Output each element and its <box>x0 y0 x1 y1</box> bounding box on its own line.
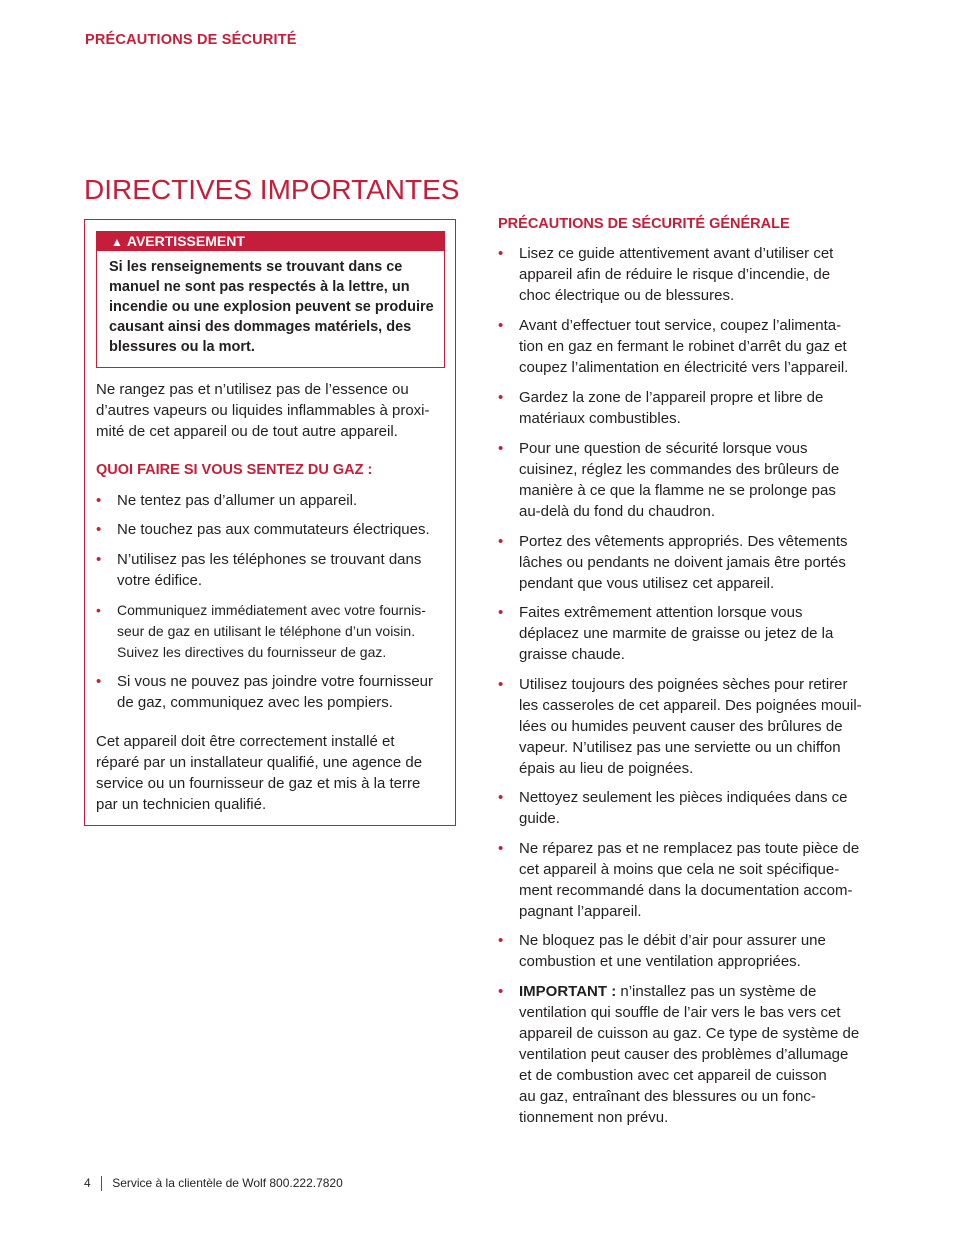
text-line: combustion et une ventilation appropriées. <box>519 953 801 970</box>
warning-line: manuel ne sont pas respectés à la lettre, un <box>109 279 410 295</box>
text-line: et de combustion avec cet appareil de cuisson <box>519 1067 827 1084</box>
bullet-icon: • <box>96 551 102 568</box>
text-line: cet appareil à moins que cela ne soit spécifique- <box>519 861 840 878</box>
closing-paragraph <box>96 731 422 815</box>
bullet-icon: • <box>498 604 504 621</box>
list-item <box>96 600 426 663</box>
bullet-icon: • <box>498 983 504 1000</box>
list-item <box>96 519 430 540</box>
text-line: au gaz, entraînant des blessures ou un fonc- <box>519 1088 816 1105</box>
warning-bar <box>97 232 444 251</box>
text-line: Ne réparez pas et ne remplacez pas toute pièce de <box>519 840 860 857</box>
safety-box <box>84 219 456 826</box>
bullet-icon: • <box>498 676 504 693</box>
list-item <box>96 490 357 511</box>
text-line: au-delà du fond du chaudron. <box>519 503 715 520</box>
text-line: Portez des vêtements appropriés. Des vêtements <box>519 533 848 550</box>
list-item <box>498 838 859 922</box>
list-item-important <box>498 981 859 1128</box>
warning-line: Si les renseignements se trouvant dans ce <box>109 259 403 275</box>
text-line: déplacez une marmite de graisse ou jetez de la <box>519 625 834 642</box>
list-item <box>498 930 826 972</box>
text-line: pagnant l’appareil. <box>519 903 642 920</box>
text-line: les casseroles de cet appareil. Des poignées mouil- <box>519 697 862 714</box>
text-line: Si vous ne pouvez pas joindre votre fournisseur <box>117 673 434 690</box>
section-header: PRÉCAUTIONS DE SÉCURITÉ <box>85 32 297 48</box>
gas-heading: QUOI FAIRE SI VOUS SENTEZ DU GAZ : <box>96 462 373 478</box>
text-line: cuisinez, réglez les commandes des brûleurs de <box>519 461 840 478</box>
footer <box>84 1176 343 1191</box>
text-line: Faites extrêmement attention lorsque vous <box>519 604 803 621</box>
text-line: appareil afin de réduire le risque d’incendie, de <box>519 266 831 283</box>
bullet-icon: • <box>498 245 504 262</box>
list-item <box>498 787 848 829</box>
warning-label: AVERTISSEMENT <box>126 233 245 249</box>
footer-divider <box>101 1176 103 1191</box>
bullet-icon: • <box>498 840 504 857</box>
warning-line: incendie ou une explosion peuvent se produire <box>109 299 434 315</box>
text-line: manière à ce que la flamme ne se prolonge pas <box>519 482 836 499</box>
text-line: matériaux combustibles. <box>519 410 681 427</box>
bullet-icon: • <box>498 440 504 457</box>
list-item <box>498 243 833 306</box>
text-line: Ne rangez pas et n’utilisez pas de l’essence ou <box>96 381 409 398</box>
text-line: appareil de cuisson au gaz. Ce type de système de <box>519 1025 860 1042</box>
bullet-icon: • <box>498 389 504 406</box>
text-line: vapeur. N’utilisez pas une serviette ou un chiffon <box>519 739 841 756</box>
text-line: Communiquez immédiatement avec votre fournis- <box>117 602 426 618</box>
page-number: 4 <box>84 1176 91 1190</box>
text-line: Ne touchez pas aux commutateurs électriques. <box>117 521 430 538</box>
list-item <box>498 531 848 594</box>
bullet-icon: • <box>498 533 504 550</box>
text-line: coupez l’alimentation en électricité vers l’appareil. <box>519 359 849 376</box>
bullet-icon: • <box>96 602 101 618</box>
text-line: lées ou humides peuvent causer des brûlures de <box>519 718 843 735</box>
text-line: réparé par un installateur qualifié, une agence de <box>96 754 423 771</box>
list-item <box>498 387 823 429</box>
warning-line: blessures ou la mort. <box>109 339 255 355</box>
list-item <box>498 602 833 665</box>
text-line: Ne bloquez pas le débit d’air pour assurer une <box>519 932 826 949</box>
text-line: ventilation peut causer des problèmes d’allumage <box>519 1046 849 1063</box>
bullet-icon: • <box>96 521 102 538</box>
text-line: ment recommandé dans la documentation accom- <box>519 882 853 899</box>
text-line: tion en gaz en fermant le robinet d’arrêt du gaz et <box>519 338 847 355</box>
bullet-icon: • <box>498 932 504 949</box>
text-line: par un technicien qualifié. <box>96 796 267 813</box>
text-line: service ou un fournisseur de gaz et mis à la terre <box>96 775 421 792</box>
footer-text: Service à la clientèle de Wolf 800.222.7820 <box>112 1176 343 1190</box>
text-line: Ne tentez pas d’allumer un appareil. <box>117 492 358 509</box>
text-line: graisse chaude. <box>519 646 625 663</box>
warning-line: causant ainsi des dommages matériels, des <box>109 319 412 335</box>
text-line: Gardez la zone de l’appareil propre et libre de <box>519 389 824 406</box>
general-safety-heading: PRÉCAUTIONS DE SÉCURITÉ GÉNÉRALE <box>498 216 790 232</box>
text-line: Nettoyez seulement les pièces indiquées dans ce <box>519 789 848 806</box>
text-line: Avant d’effectuer tout service, coupez l’alimenta- <box>519 317 842 334</box>
bullet-icon: • <box>498 789 504 806</box>
warning-triangle-icon: ▲ <box>111 235 123 249</box>
text-line: Utilisez toujours des poignées sèches pour retirer <box>519 676 848 693</box>
text-line: n’installez pas un système de <box>616 983 817 1000</box>
bullet-icon: • <box>96 492 102 509</box>
text-line: de gaz, communiquez avec les pompiers. <box>117 694 393 711</box>
page-title: DIRECTIVES IMPORTANTES <box>84 174 460 205</box>
text-line: pendant que vous utilisez cet appareil. <box>519 575 775 592</box>
bullet-icon: • <box>96 673 102 690</box>
list-item <box>96 671 433 713</box>
text-line: Cet appareil doit être correctement installé et <box>96 733 395 750</box>
list-item <box>96 549 421 591</box>
text-line: Pour une question de sécurité lorsque vous <box>519 440 808 457</box>
text-line: guide. <box>519 810 560 827</box>
text-line: choc électrique ou de blessures. <box>519 287 735 304</box>
text-line: seur de gaz en utilisant le téléphone d’un voisin. <box>117 623 416 639</box>
list-item <box>498 438 839 522</box>
text-line: lâches ou pendants ne doivent jamais être portés <box>519 554 846 571</box>
list-item <box>498 315 848 378</box>
text-line: Suivez les directives du fournisseur de gaz. <box>117 644 387 660</box>
text-line: tionnement non prévu. <box>519 1109 669 1126</box>
text-line: mité de cet appareil ou de tout autre appareil. <box>96 423 398 440</box>
intro-paragraph <box>96 379 430 442</box>
list-item <box>498 674 862 779</box>
text-line: votre édifice. <box>117 572 203 589</box>
text-line: d’autres vapeurs ou liquides inflammables à proxi- <box>96 402 430 419</box>
text-line: ventilation qui souffle de l’air vers le bas vers cet <box>519 1004 841 1021</box>
bullet-icon: • <box>498 317 504 334</box>
text-line: épais au lieu de poignées. <box>519 760 694 777</box>
warning-text <box>97 251 444 357</box>
warning-box <box>96 231 445 368</box>
text-line: N’utilisez pas les téléphones se trouvant dans <box>117 551 422 568</box>
text-line: Lisez ce guide attentivement avant d’utiliser cet <box>519 245 834 262</box>
important-label: IMPORTANT : <box>519 983 617 1000</box>
